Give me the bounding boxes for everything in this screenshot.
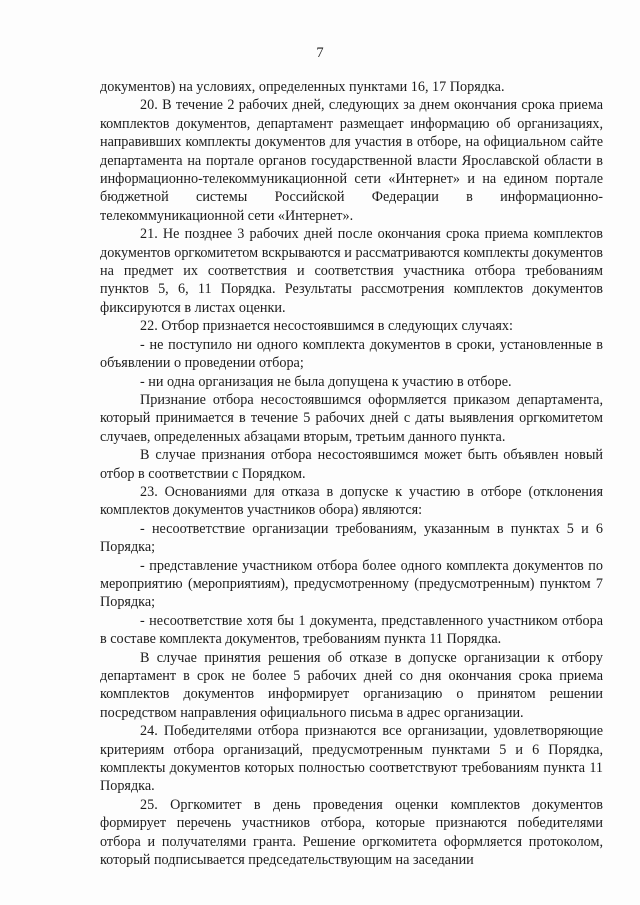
- paragraph: документов) на условиях, определенных пунктами 16, 17 Порядка.: [100, 79, 505, 95]
- page-number: 7: [316, 45, 324, 61]
- paragraph: 24. Победителями отбора признаются все организации, удовлетворяющие критериям отбора организаций, предусмотренным пунктами 5 и 6 Порядка, комплекты документов которых полностью соответствуют требованиям пункта 11 Порядка.: [100, 723, 603, 795]
- paragraph: - представление участником отбора более одного комплекта документов по мероприятию (мероприятиям), предусмотренному (предусмотренным) пунктом 7 Порядка;: [100, 557, 603, 611]
- paragraph: 22. Отбор признается несостоявшимся в следующих случаях:: [140, 318, 513, 335]
- paragraph: 20. В течение 2 рабочих дней, следующих за днем окончания срока приема комплектов документов, департамент размещает информацию об организациях, направивших комплекты документов для участия в отборе, на официальном сайте департамента на портале органов государственной власти Ярославской области в информационно-телекоммуникационной сети «Интернет» и на едином портале бюджетной системы Российской Федерации в информационно-телекоммуникационной сети «Интернет».: [100, 97, 603, 224]
- paragraph: - несоответствие хотя бы 1 документа, представленного участником отбора в составе комплекта документов, требованиям пункта 11 Порядка.: [100, 612, 603, 648]
- paragraph: 23. Основаниями для отказа в допуске к участию в отборе (отклонения комплектов документов участников обора) являются:: [100, 483, 603, 519]
- paragraph: Признание отбора несостоявшимся оформляется приказом департамента, который принимается в течение 5 рабочих дней с даты выявления оргкомитетом случаев, определенных абзацами вторым, третьим данного пункта.: [100, 391, 603, 445]
- paragraph: 21. Не позднее 3 рабочих дней после окончания срока приема комплектов документов оргкомитетом вскрываются и рассматриваются комплекты документов на предмет их соответствия и соответствия участника отбора требованиям пунктов 5, 6, 11 Порядка. Результаты рассмотрения комплектов документов фиксируются в листах оценки.: [100, 226, 603, 316]
- paragraph: В случае признания отбора несостоявшимся может быть объявлен новый отбор в соответствии с Порядком.: [100, 447, 603, 482]
- paragraph: В случае принятия решения об отказе в допуске организации к отбору департамент в срок не более 5 рабочих дней со дня окончания срока приема комплектов документов информирует организацию о принятом решении посредством направления официального письма в адрес организации.: [100, 649, 603, 721]
- document-body: [100, 78, 603, 869]
- paragraph: - несоответствие организации требованиям, указанным в пунктах 5 и 6 Порядка;: [100, 520, 603, 556]
- paragraph: 25. Оргкомитет в день проведения оценки комплектов документов формирует перечень участников отбора, которые признаются победителями отбора и получателями гранта. Решение оргкомитета оформляется протоколом, который подписывается председательствующим на заседании: [100, 796, 603, 869]
- paragraph: - ни одна организация не была допущена к участию в отборе.: [140, 373, 512, 390]
- paragraph: - не поступило ни одного комплекта документов в сроки, установленные в объявлении о проведении отбора;: [100, 336, 603, 372]
